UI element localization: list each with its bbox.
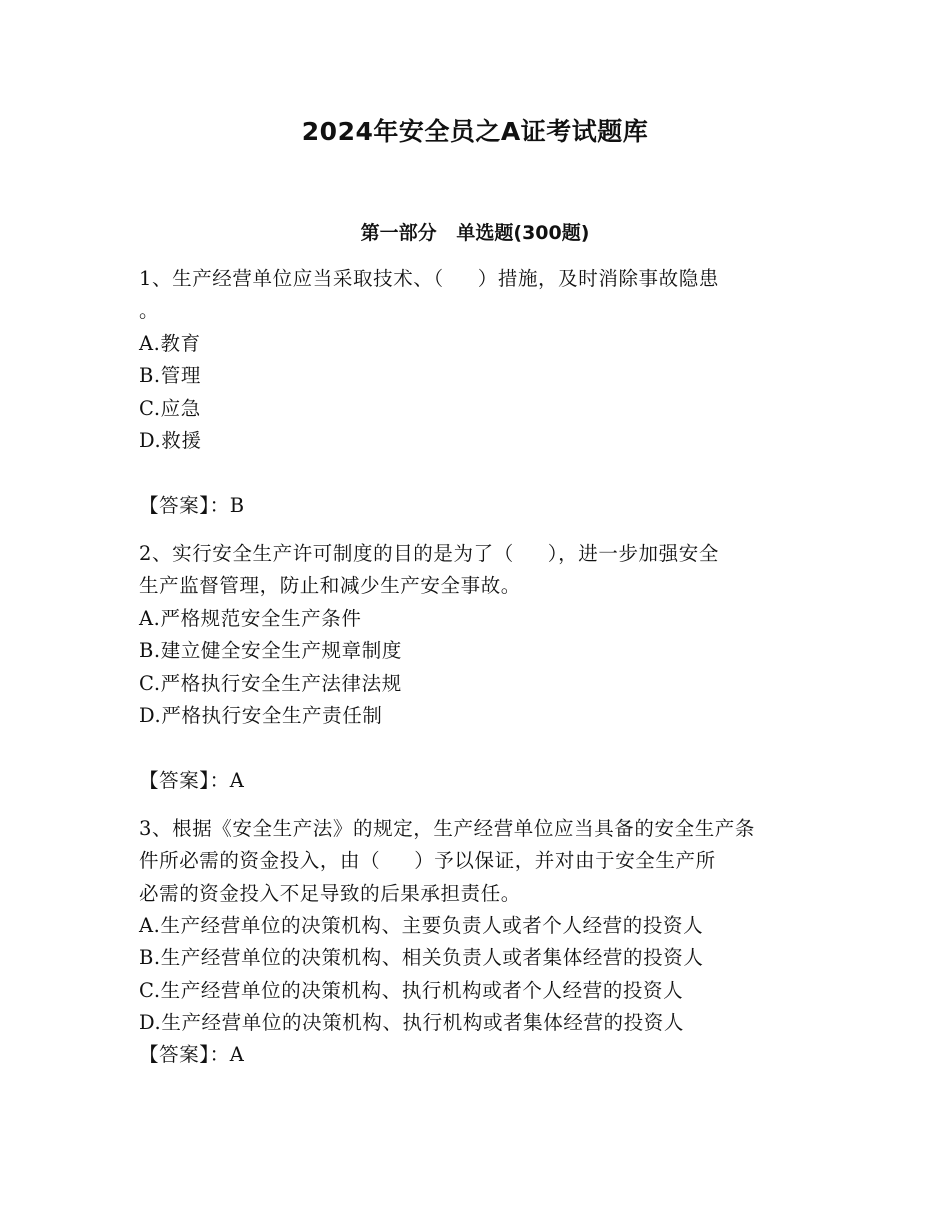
question-2-answer: 【答案】：A — [139, 769, 245, 792]
question-3-option-c: C.生产经营单位的决策机构、执行机构或者个人经营的投资人 — [139, 979, 684, 1002]
question-2-option-c: C.严格执行安全生产法律法规 — [139, 672, 402, 695]
question-1-answer: 【答案】：B — [139, 494, 245, 517]
question-1-option-b: B.管理 — [139, 364, 201, 387]
document-title: 2024年安全员之A证考试题库 — [301, 117, 649, 146]
question-1-stem-line-2: 。 — [139, 299, 160, 322]
question-2-stem-line-1: 2、实行安全生产许可制度的目的是为了（ ），进一步加强安全 — [139, 542, 719, 565]
question-3-stem-line-3: 必需的资金投入不足导致的后果承担责任。 — [139, 882, 521, 905]
section-title: 第一部分 单选题(300题) — [360, 222, 590, 244]
question-1-option-d: D.救援 — [139, 429, 202, 452]
question-3-stem-line-2: 件所必需的资金投入，由（ ）予以保证，并对由于安全生产所 — [139, 849, 716, 872]
question-3-answer: 【答案】：A — [139, 1043, 245, 1066]
question-1-option-c: C.应急 — [139, 397, 201, 420]
question-3-option-d: D.生产经营单位的决策机构、执行机构或者集体经营的投资人 — [139, 1011, 684, 1034]
question-2-option-a: A.严格规范安全生产条件 — [139, 607, 362, 630]
question-2-option-d: D.严格执行安全生产责任制 — [139, 704, 383, 727]
question-2-option-b: B.建立健全安全生产规章制度 — [139, 639, 402, 662]
question-3-option-b: B.生产经营单位的决策机构、相关负责人或者集体经营的投资人 — [139, 946, 704, 969]
question-1-option-a: A.教育 — [139, 332, 201, 355]
question-3-option-a: A.生产经营单位的决策机构、主要负责人或者个人经营的投资人 — [139, 914, 704, 937]
question-1-stem-line-1: 1、生产经营单位应当采取技术、（ ）措施，及时消除事故隐患 — [139, 267, 719, 290]
question-2-stem-line-2: 生产监督管理，防止和减少生产安全事故。 — [139, 574, 521, 597]
question-3-stem-line-1: 3、根据《安全生产法》的规定，生产经营单位应当具备的安全生产条 — [139, 817, 756, 840]
